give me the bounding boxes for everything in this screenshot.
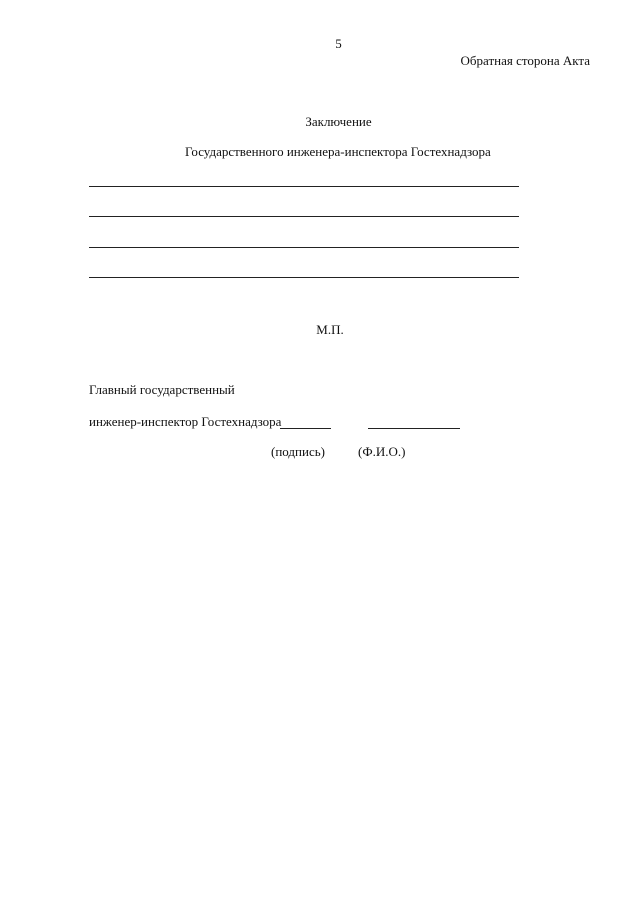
signatory-position-line2: инженер-инспектор Гостехнадзора — [89, 414, 282, 429]
conclusion-title: Заключение — [305, 114, 372, 129]
blank-line-2 — [89, 216, 519, 217]
blank-line-1 — [89, 186, 519, 187]
blank-line-4 — [89, 277, 519, 278]
page-number: 5 — [335, 36, 342, 51]
signature-blank — [280, 428, 331, 429]
blank-line-3 — [89, 247, 519, 248]
side-note: Обратная сторона Акта — [460, 53, 590, 68]
stamp-place-label: М.П. — [316, 322, 344, 337]
conclusion-subtitle: Государственного инженера-инспектора Гостехнадзора — [185, 144, 491, 159]
name-blank — [368, 428, 460, 429]
signature-caption: (подпись) — [271, 444, 325, 459]
signatory-position-line1: Главный государственный — [89, 382, 235, 397]
name-caption: (Ф.И.О.) — [358, 444, 406, 459]
